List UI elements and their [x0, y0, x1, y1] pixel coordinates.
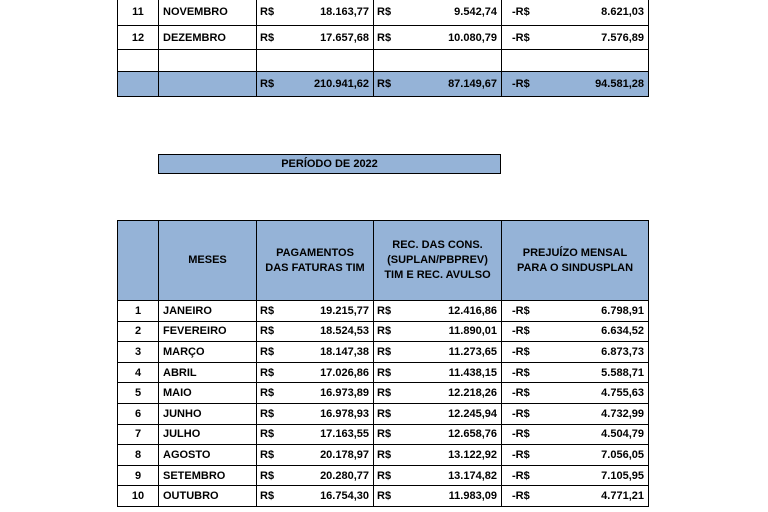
- pagamento-value: 18.163,77: [320, 5, 369, 18]
- currency-symbol: R$: [260, 490, 275, 503]
- prejuizo-value: 6.634,52: [601, 325, 644, 338]
- pagamento-cell: [257, 486, 374, 507]
- table-row: [118, 403, 649, 424]
- pagamento-cell: [257, 301, 374, 322]
- recebimento-cell: [374, 342, 502, 363]
- prejuizo-value: 5.588,71: [601, 366, 644, 379]
- row-month: AGOSTO: [159, 445, 257, 466]
- row-month: MARÇO: [159, 342, 257, 363]
- currency-symbol: -R$: [512, 469, 530, 482]
- pagamento-cell: [257, 383, 374, 404]
- pagamento-value: 18.524,53: [320, 325, 369, 338]
- header-recebimentos: REC. DAS CONS. (SUPLAN/PBPREV) TIM E REC. AVULSO: [374, 221, 502, 301]
- currency-symbol: R$: [377, 5, 392, 18]
- row-month: JANEIRO: [159, 301, 257, 322]
- recebimento-cell: [374, 72, 502, 97]
- prejuizo-cell: [502, 403, 649, 424]
- currency-symbol: -R$: [512, 5, 530, 18]
- currency-symbol: R$: [260, 78, 275, 90]
- currency-symbol: -R$: [512, 490, 530, 503]
- currency-symbol: R$: [260, 387, 275, 400]
- currency-symbol: R$: [377, 325, 392, 338]
- prejuizo-value: 7.105,95: [601, 469, 644, 482]
- prejuizo-value: 7.576,89: [601, 31, 644, 44]
- prejuizo-value: 94.581,28: [595, 78, 644, 90]
- prejuizo-cell: [502, 342, 649, 363]
- currency-symbol: R$: [260, 325, 275, 338]
- prejuizo-value: 4.755,63: [601, 387, 644, 400]
- period-title: PERÍODO DE 2022: [158, 154, 501, 174]
- recebimento-value: 11.273,65: [448, 345, 497, 358]
- currency-symbol: R$: [260, 366, 275, 379]
- table-row: [118, 486, 649, 507]
- recebimento-value: 12.245,94: [448, 407, 497, 420]
- row-month: NOVEMBRO: [159, 0, 257, 26]
- currency-symbol: R$: [260, 31, 275, 44]
- table-row: [118, 321, 649, 342]
- currency-symbol: R$: [260, 5, 275, 18]
- pagamento-value: 17.163,55: [320, 428, 369, 441]
- total-row: [118, 72, 649, 97]
- recebimento-value: 12.416,86: [448, 304, 497, 317]
- header-index: [118, 221, 159, 301]
- currency-symbol: R$: [377, 469, 392, 482]
- pagamento-value: 17.657,68: [320, 31, 369, 44]
- prejuizo-cell: [502, 362, 649, 383]
- empty-cell: [159, 50, 257, 72]
- pagamento-cell: [257, 445, 374, 466]
- currency-symbol: R$: [377, 78, 392, 90]
- prejuizo-cell: [502, 26, 649, 50]
- pagamento-cell: [257, 342, 374, 363]
- row-month: [159, 72, 257, 97]
- table-row: [118, 50, 649, 72]
- table-row: [118, 342, 649, 363]
- pagamento-cell: [257, 321, 374, 342]
- row-month: DEZEMBRO: [159, 26, 257, 50]
- prejuizo-cell: [502, 486, 649, 507]
- currency-symbol: R$: [377, 387, 392, 400]
- currency-symbol: R$: [377, 366, 392, 379]
- prejuizo-value: 4.504,79: [601, 428, 644, 441]
- currency-symbol: -R$: [512, 325, 530, 338]
- row-index: 4: [118, 362, 159, 383]
- recebimento-cell: [374, 0, 502, 26]
- pagamento-value: 20.280,77: [320, 469, 369, 482]
- currency-symbol: R$: [377, 304, 392, 317]
- recebimento-cell: [374, 465, 502, 486]
- table-row: [118, 445, 649, 466]
- row-month: OUTUBRO: [159, 486, 257, 507]
- prejuizo-value: 6.873,73: [601, 345, 644, 358]
- pagamento-value: 16.973,89: [320, 387, 369, 400]
- currency-symbol: R$: [377, 407, 392, 420]
- row-month: JULHO: [159, 424, 257, 445]
- pagamento-cell: [257, 26, 374, 50]
- table-row: [118, 26, 649, 50]
- currency-symbol: -R$: [512, 366, 530, 379]
- recebimento-cell: [374, 383, 502, 404]
- empty-cell: [118, 50, 159, 72]
- summary-table-2021: [117, 0, 649, 97]
- currency-symbol: -R$: [512, 387, 530, 400]
- table-row: [118, 301, 649, 322]
- currency-symbol: R$: [260, 448, 275, 461]
- prejuizo-cell: [502, 321, 649, 342]
- row-index: 10: [118, 486, 159, 507]
- recebimento-cell: [374, 26, 502, 50]
- currency-symbol: -R$: [512, 407, 530, 420]
- pagamento-value: 19.215,77: [320, 304, 369, 317]
- currency-symbol: -R$: [512, 428, 530, 441]
- recebimento-cell: [374, 445, 502, 466]
- recebimento-value: 13.174,82: [448, 469, 497, 482]
- currency-symbol: R$: [260, 345, 275, 358]
- currency-symbol: R$: [377, 428, 392, 441]
- row-month: SETEMBRO: [159, 465, 257, 486]
- empty-cell: [374, 50, 502, 72]
- row-index: 11: [118, 0, 159, 26]
- pagamento-value: 16.978,93: [320, 407, 369, 420]
- empty-cell: [502, 50, 649, 72]
- row-index: 9: [118, 465, 159, 486]
- prejuizo-cell: [502, 383, 649, 404]
- table-row: [118, 362, 649, 383]
- row-index: 6: [118, 403, 159, 424]
- row-month: JUNHO: [159, 403, 257, 424]
- table-row: [118, 424, 649, 445]
- prejuizo-cell: [502, 465, 649, 486]
- row-index: 5: [118, 383, 159, 404]
- pagamento-cell: [257, 424, 374, 445]
- table-row: [118, 0, 649, 26]
- prejuizo-cell: [502, 72, 649, 97]
- header-meses: MESES: [159, 221, 257, 301]
- pagamento-value: 18.147,38: [320, 345, 369, 358]
- row-index: 2: [118, 321, 159, 342]
- recebimento-value: 13.122,92: [448, 448, 497, 461]
- row-index: [118, 72, 159, 97]
- pagamento-value: 210.941,62: [313, 78, 369, 90]
- prejuizo-cell: [502, 445, 649, 466]
- recebimento-value: 9.542,74: [454, 5, 497, 18]
- pagamento-cell: [257, 0, 374, 26]
- row-month: MAIO: [159, 383, 257, 404]
- currency-symbol: R$: [377, 490, 392, 503]
- currency-symbol: -R$: [512, 78, 530, 90]
- table-row: [118, 465, 649, 486]
- empty-cell: [257, 50, 374, 72]
- prejuizo-cell: [502, 301, 649, 322]
- row-month: ABRIL: [159, 362, 257, 383]
- row-index: 3: [118, 342, 159, 363]
- recebimento-value: 87.149,67: [448, 78, 497, 90]
- prejuizo-value: 6.798,91: [601, 304, 644, 317]
- currency-symbol: R$: [260, 469, 275, 482]
- header-pagamentos: PAGAMENTOS DAS FATURAS TIM: [257, 221, 374, 301]
- currency-symbol: -R$: [512, 448, 530, 461]
- row-index: 1: [118, 301, 159, 322]
- pagamento-cell: [257, 465, 374, 486]
- pagamento-cell: [257, 362, 374, 383]
- pagamento-value: 20.178,97: [320, 448, 369, 461]
- currency-symbol: R$: [260, 428, 275, 441]
- row-index: 7: [118, 424, 159, 445]
- prejuizo-value: 7.056,05: [601, 448, 644, 461]
- recebimento-value: 11.983,09: [448, 490, 497, 503]
- row-index: 12: [118, 26, 159, 50]
- recebimento-value: 11.890,01: [448, 325, 497, 338]
- prejuizo-value: 4.771,21: [601, 490, 644, 503]
- recebimento-cell: [374, 424, 502, 445]
- recebimento-value: 11.438,15: [448, 366, 497, 379]
- pagamento-cell: [257, 403, 374, 424]
- currency-symbol: R$: [260, 304, 275, 317]
- prejuizo-value: 8.621,03: [601, 5, 644, 18]
- currency-symbol: -R$: [512, 31, 530, 44]
- prejuizo-value: 4.732,99: [601, 407, 644, 420]
- pagamento-value: 16.754,30: [320, 490, 369, 503]
- currency-symbol: R$: [260, 407, 275, 420]
- recebimento-value: 12.218,26: [448, 387, 497, 400]
- recebimento-cell: [374, 486, 502, 507]
- recebimento-cell: [374, 321, 502, 342]
- currency-symbol: -R$: [512, 345, 530, 358]
- pagamento-cell: [257, 72, 374, 97]
- header-prejuizo: PREJUÍZO MENSAL PARA O SINDUSPLAN: [502, 221, 649, 301]
- row-month: FEVEREIRO: [159, 321, 257, 342]
- pagamento-value: 17.026,86: [320, 366, 369, 379]
- currency-symbol: R$: [377, 345, 392, 358]
- currency-symbol: R$: [377, 448, 392, 461]
- recebimento-value: 12.658,76: [448, 428, 497, 441]
- monthly-table-2022: [117, 220, 649, 507]
- recebimento-cell: [374, 362, 502, 383]
- currency-symbol: R$: [377, 31, 392, 44]
- prejuizo-cell: [502, 424, 649, 445]
- recebimento-cell: [374, 301, 502, 322]
- recebimento-value: 10.080,79: [448, 31, 497, 44]
- prejuizo-cell: [502, 0, 649, 26]
- recebimento-cell: [374, 403, 502, 424]
- table-row: [118, 383, 649, 404]
- currency-symbol: -R$: [512, 304, 530, 317]
- row-index: 8: [118, 445, 159, 466]
